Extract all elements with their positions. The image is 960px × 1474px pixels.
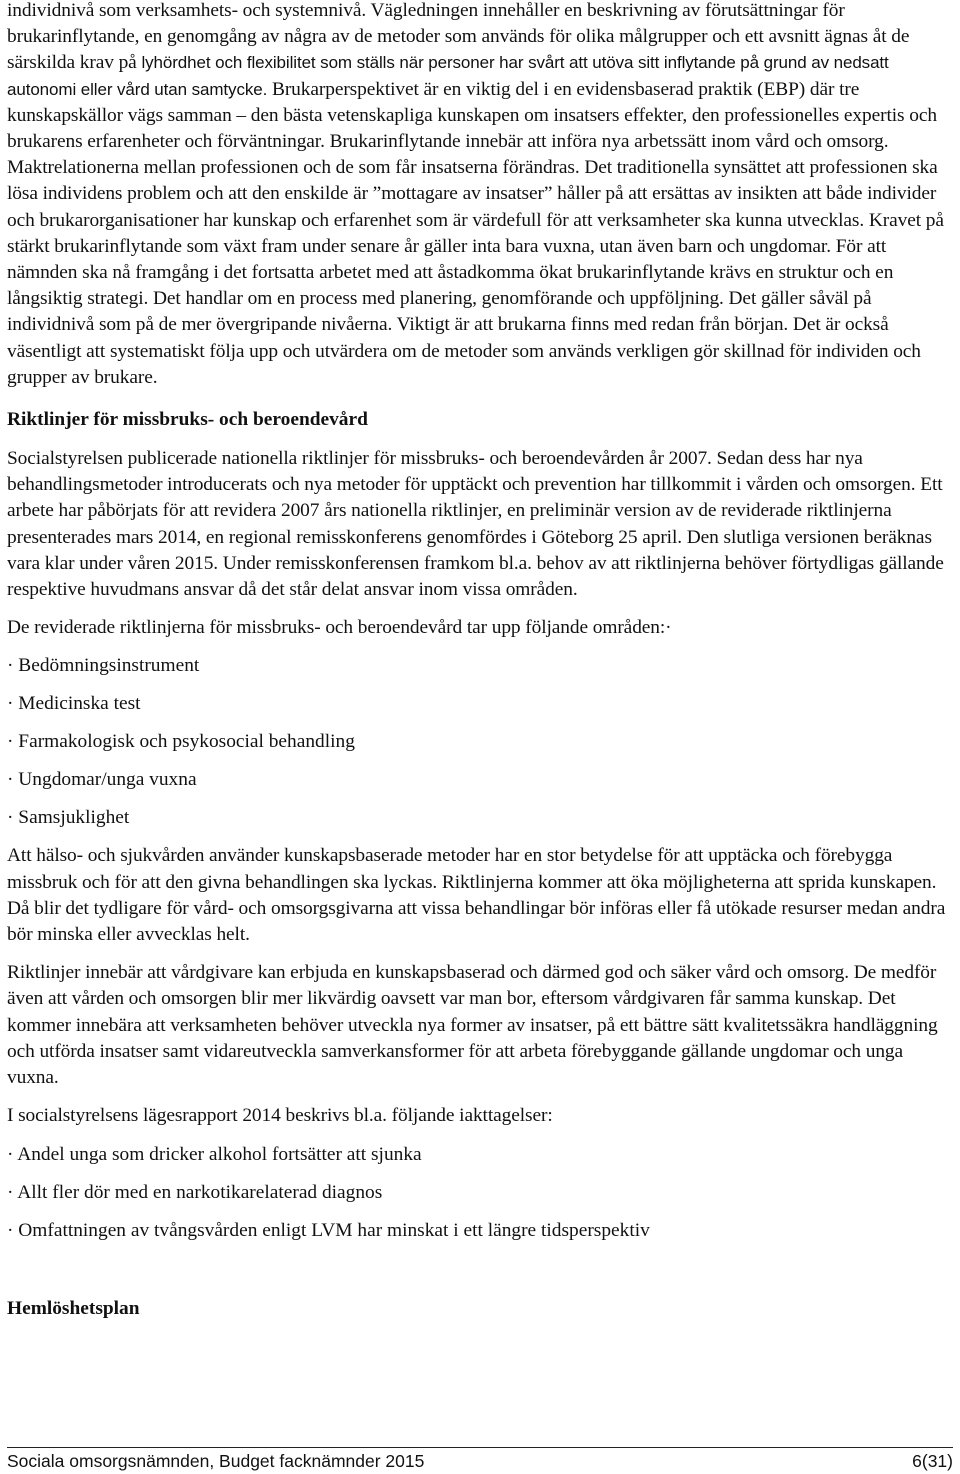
- footer-document-title: Sociala omsorgsnämnden, Budget facknämnder 2015: [7, 1451, 425, 1471]
- section-heading-missbruk: Riktlinjer för missbruks- och beroendevård: [7, 409, 368, 431]
- list-item: · Medicinska test: [7, 693, 141, 715]
- paragraph-riktlinjer-innebar: Riktlinjer innebär att vårdgivare kan erbjuda en kunskapsbaserad och därmed god och säker vård och omsorg. De medför även att vården och omsorgen blir mer likvärdig oavsett var man bor, eftersom vårdgivaren får samma kunskap. Det kommer innebära att verksamheten behöver utveckla nya former av insatser, på ett bättre sätt kvalitetssäkra handläggning och utförda insatser samt vidareutveckla samverkansformer för att arbeta förebyggande gällande ungdomar och unga vuxna.: [7, 962, 938, 1089]
- footer-page-number: 6(31): [912, 1451, 953, 1471]
- section-heading-hemloshet: Hemlöshetsplan: [7, 1297, 140, 1319]
- list-item: · Bedömningsinstrument: [7, 655, 200, 677]
- paragraph-lagesrapport-intro: I socialstyrelsens lägesrapport 2014 beskrivs bl.a. följande iakttagelser:: [7, 1105, 553, 1127]
- list-item: · Samsjuklighet: [7, 807, 130, 829]
- intro-text-serif-a: individnivå som verksamhets- och systemnivå. Vägledningen innehåller en beskrivning av förutsättningar för brukarinflytande, en genomgång av några av de metoder som används för olika målgrupper och ett avsnitt ägnas åt de särskilda krav på: [7, 0, 910, 74]
- paragraph-kunskapsbaserade: Att hälso- och sjukvården använder kunskapsbaserade metoder har en stor betydelse för att upptäcka och förebygga missbruk och för att den givna behandlingen ska lyckas. Riktlinjerna kommer att öka möjligheterna att sprida kunskapen. Då blir det tydligare för vård- och omsorgsgivarna att vissa behandlingar bör införas eller få utökade resurser medan andra bör minska eller avvecklas helt.: [7, 845, 946, 946]
- page-footer: [7, 1447, 953, 1474]
- intro-text-serif-b: Brukarperspektivet är en viktig del i en evidensbaserad praktik (EBP) där tre kunskapskällor vägs samman – den bästa vetenskapliga kunskapen om insatsers effekter, den professionelles expertis och brukarens erfarenheter och förväntningar. Brukarinflytande innebär att införa nya arbetssätt inom vård och omsorg. Maktrelationerna mellan professionen och de som får insatserna förändras. Det traditionella synsättet att professionen ska lösa individens problem och att den enskilde är ”mottagare av insatser” håller på att ersättas av insikten att både individer och brukarorganisationer har kunskap och erfarenhet som är värdefull för att verksamheter ska kunna utvecklas. Kravet på stärkt brukarinflytande som växt fram under senare år gäller inta bara vuxna, utan även barn och ungdomar. För att nämnden ska nå framgång i det fortsatta arbetet med att åstadkomma ökat brukarinflytande krävs en struktur och en långsiktig strategi. Det handlar om en process med planering, genomförande och uppföljning. Det gäller såväl på individnivå som på de mer övergripande nivåerna. Viktigt är att brukarna finns med redan från början. Det är också väsentligt att systematiskt följa upp och utvärdera om de metoder som används verkligen gör skillnad för individen och grupper av brukare.: [7, 78, 944, 388]
- list-item: · Omfattningen av tvångsvården enligt LVM har minskat i ett längre tidsperspektiv: [7, 1219, 650, 1241]
- list-item: · Farmakologisk och psykosocial behandling: [7, 731, 355, 753]
- areas-list: [7, 653, 951, 831]
- intro-paragraph: [7, 0, 951, 391]
- list-item: · Ungdomar/unga vuxna: [7, 769, 197, 791]
- paragraph-riktlinjer-intro: Socialstyrelsen publicerade nationella riktlinjer för missbruks- och beroendevården år 2007. Sedan dess har nya behandlingsmetoder introducerats och nya metoder för upptäckt och prevention har tillkommit i vården och omsorgen. Ett arbete har påbörjats för att revidera 2007 års nationella riktlinjer, en preliminär version av de reviderade riktlinjerna presenterades mars 2014, en regional remisskonferens genomfördes i Göteborg 25 april. Den slutliga versionen beräknas vara klar under våren 2015. Under remisskonferensen framkom bl.a. behov av att riktlinjerna behöver förtydligas gällande respektive huvudmans ansvar då det står delat ansvar inom vissa områden.: [7, 448, 944, 601]
- observations-list: [7, 1142, 951, 1244]
- intro-text-sans: lyhördhet och flexibilitet som ställs när personer har svårt att utöva sitt inflytande på grund av nedsatt autonomi eller vård utan samtycke.: [7, 53, 889, 99]
- list-item: · Allt fler dör med en narkotikarelaterad diagnos: [7, 1181, 383, 1203]
- document-page: [7, 0, 951, 1322]
- list-item: · Andel unga som dricker alkohol fortsätter att sjunka: [7, 1143, 422, 1165]
- paragraph-areas-intro: De reviderade riktlinjerna för missbruks- och beroendevård tar upp följande områden:·: [7, 617, 672, 639]
